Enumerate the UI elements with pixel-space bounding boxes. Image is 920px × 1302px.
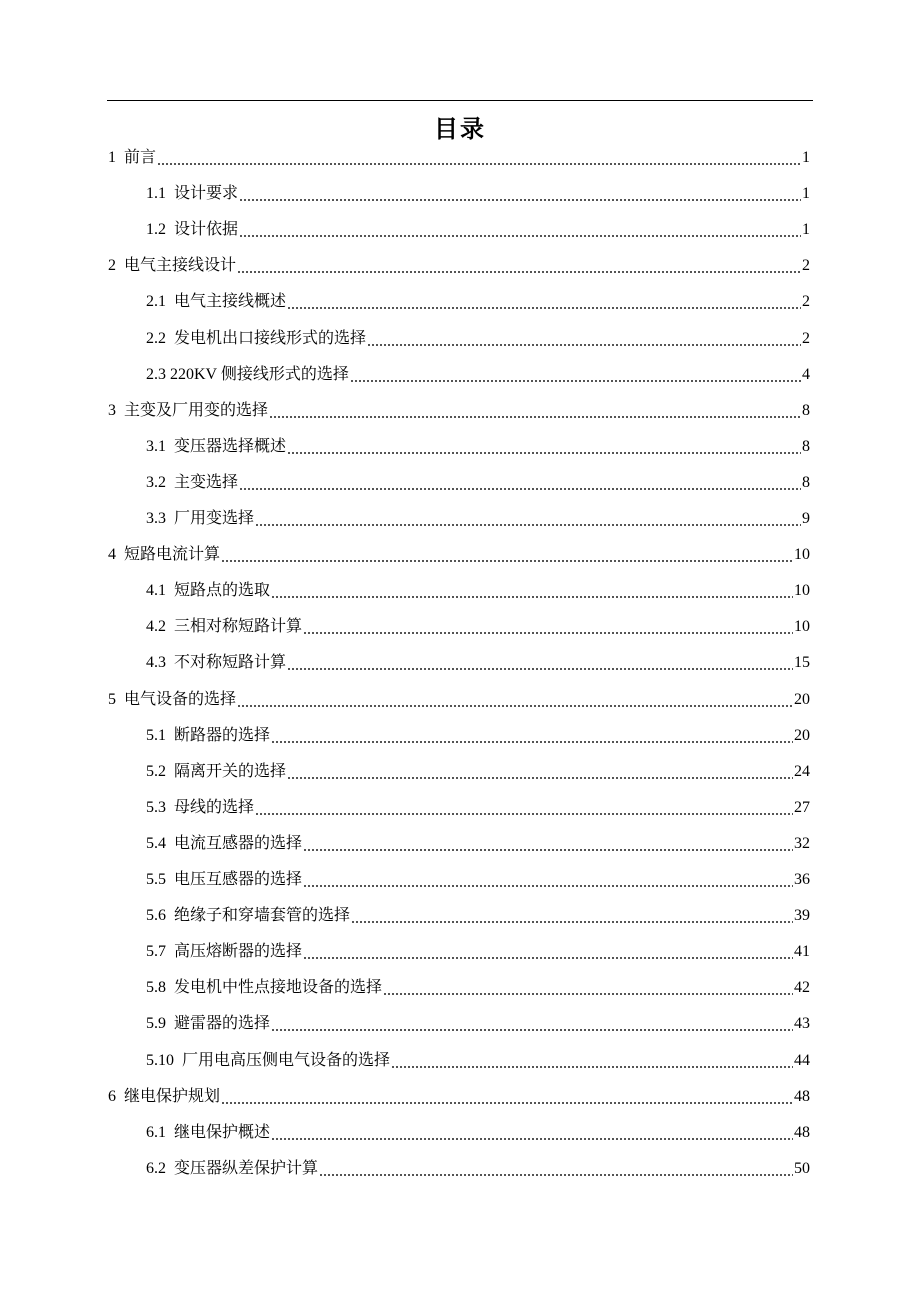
toc-entry-heading xyxy=(146,726,271,746)
toc-entry-heading xyxy=(146,184,239,204)
toc-entry-number: 4.1 xyxy=(146,582,166,600)
toc-entry-number: 1.1 xyxy=(146,185,166,203)
toc-entry-heading xyxy=(146,1123,271,1143)
toc-entry-label: 高压熔断器的选择 xyxy=(174,943,303,961)
toc-entry[interactable] xyxy=(146,862,810,898)
dot-leader xyxy=(221,1087,793,1107)
dot-leader xyxy=(303,834,793,854)
toc-entry[interactable] xyxy=(146,284,810,320)
toc-entry-number: 5.8 xyxy=(146,979,166,997)
toc-entry-label: 三相对称短路计算 xyxy=(174,618,303,636)
dot-leader xyxy=(237,256,801,276)
toc-entry[interactable] xyxy=(146,176,810,212)
toc-entry-label: 设计要求 xyxy=(174,185,239,203)
toc-entry-heading xyxy=(108,148,157,168)
dot-leader xyxy=(269,401,801,421)
toc-entry-label: 前言 xyxy=(124,149,157,166)
toc-entry[interactable] xyxy=(146,573,810,609)
toc-entry-number: 5.1 xyxy=(146,726,166,744)
toc-entry-label: 电流互感器的选择 xyxy=(174,834,303,852)
toc-entry-heading xyxy=(146,509,255,529)
dot-leader xyxy=(271,581,793,601)
toc-entry-number: 5.5 xyxy=(146,871,166,888)
toc-entry-label: 绝缘子和穿墙套管的选择 xyxy=(174,907,351,925)
toc-entry-heading xyxy=(146,437,287,457)
toc-entry-page: 8 xyxy=(802,437,810,455)
dot-leader xyxy=(271,726,793,746)
dot-leader xyxy=(271,1014,793,1034)
toc-entry-heading xyxy=(146,473,239,493)
toc-entry-number: 5 xyxy=(108,690,116,708)
toc-entry-heading xyxy=(108,545,221,565)
toc-entry-number: 1.2 xyxy=(146,221,166,239)
toc-entry-number: 6.1 xyxy=(146,1123,166,1141)
toc-entry-page: 10 xyxy=(794,546,810,564)
toc-entry-page: 50 xyxy=(794,1159,810,1177)
toc-entry[interactable] xyxy=(108,682,810,718)
toc-entry-page: 39 xyxy=(794,907,810,925)
toc-entry-number: 5.2 xyxy=(146,762,166,780)
toc-entry-label: 变压器纵差保护计算 xyxy=(174,1159,319,1177)
dot-leader xyxy=(237,690,793,710)
toc-entry-heading xyxy=(146,834,303,854)
toc-entry-page: 20 xyxy=(794,726,810,744)
dot-leader xyxy=(287,762,793,782)
toc-entry-heading xyxy=(146,1159,319,1179)
toc-entry-heading xyxy=(146,1014,271,1034)
toc-entry[interactable] xyxy=(146,429,810,465)
dot-leader xyxy=(303,942,793,962)
toc-entry-label: 电气主接线概述 xyxy=(174,293,287,311)
toc-entry-page: 8 xyxy=(802,401,810,419)
toc-entry[interactable] xyxy=(146,718,810,754)
toc-entry-page: 43 xyxy=(794,1015,810,1033)
toc-entry-heading xyxy=(146,365,350,385)
toc-entry-heading xyxy=(108,401,269,421)
toc-entry-number: 3.3 xyxy=(146,510,166,527)
toc-entry[interactable] xyxy=(108,393,810,429)
dot-leader xyxy=(351,906,793,926)
toc-entry-heading xyxy=(146,906,351,926)
toc-entry-heading xyxy=(146,581,271,601)
toc-entry-label: 电气主接线设计 xyxy=(124,257,237,275)
toc-entry-number: 5.10 xyxy=(146,1051,174,1069)
toc-entry-label: 厂用变选择 xyxy=(174,510,255,527)
toc-entry-label: 母线的选择 xyxy=(174,798,255,816)
toc-entry-number: 2 xyxy=(108,257,116,275)
toc-entry-page: 41 xyxy=(794,943,810,961)
toc-entry-label: 避雷器的选择 xyxy=(174,1015,271,1033)
dot-leader xyxy=(287,292,801,312)
toc-entry-page: 4 xyxy=(802,365,810,383)
dot-leader xyxy=(239,473,801,493)
toc-entry[interactable] xyxy=(108,537,810,573)
toc-entry[interactable] xyxy=(146,501,810,537)
toc-entry[interactable] xyxy=(146,1115,810,1151)
toc-entry-label: 主变及厂用变的选择 xyxy=(124,401,269,419)
toc-entry-heading xyxy=(108,690,237,710)
toc-entry-label: 变压器选择概述 xyxy=(174,437,287,455)
dot-leader xyxy=(383,978,793,998)
toc-entry-heading xyxy=(146,329,367,349)
toc-title: 目录 xyxy=(434,115,486,143)
toc-entry-heading xyxy=(146,292,287,312)
toc-entry-number: 3.2 xyxy=(146,473,166,491)
toc-entry-heading xyxy=(108,256,237,276)
toc-entry[interactable] xyxy=(108,248,810,284)
toc-entry-page: 2 xyxy=(802,293,810,311)
toc-entry-page: 44 xyxy=(794,1051,810,1069)
toc-entry-label: 隔离开关的选择 xyxy=(174,762,287,780)
toc-entry-number: 2.2 xyxy=(146,329,166,347)
toc-entry-page: 32 xyxy=(794,834,810,852)
dot-leader xyxy=(157,148,801,168)
toc-entry-label: 发电机出口接线形式的选择 xyxy=(174,329,367,347)
toc-entry-number: 4.2 xyxy=(146,618,166,636)
toc-entry-page: 27 xyxy=(794,798,810,816)
toc-entry-heading xyxy=(146,762,287,782)
toc-entry[interactable] xyxy=(146,645,810,681)
toc-entry[interactable] xyxy=(146,321,810,357)
toc-entry-heading xyxy=(146,220,239,240)
toc-entry-label: 设计依据 xyxy=(174,221,239,239)
toc-entry-page: 2 xyxy=(802,257,810,275)
toc-entry-page: 15 xyxy=(794,654,810,672)
toc-entry-number: 3.1 xyxy=(146,437,166,455)
toc-entry-heading xyxy=(108,1087,221,1107)
toc-entry-number: 6 xyxy=(108,1087,116,1105)
toc-entry[interactable] xyxy=(146,357,810,393)
toc-entry-page: 36 xyxy=(794,871,810,888)
toc-entry-page: 10 xyxy=(794,582,810,600)
dot-leader xyxy=(319,1159,793,1179)
toc-entry-label: 短路电流计算 xyxy=(124,546,221,564)
toc-entry-number: 5.7 xyxy=(146,943,166,961)
toc-entry[interactable] xyxy=(146,1006,810,1042)
header-rule xyxy=(107,100,813,101)
toc-entry-page: 10 xyxy=(794,618,810,636)
toc-entry[interactable] xyxy=(146,934,810,970)
toc-entry-number: 2.3 xyxy=(146,365,166,383)
dot-leader xyxy=(367,329,801,349)
toc-entry-page: 2 xyxy=(802,329,810,347)
toc-entry-page: 9 xyxy=(802,510,810,527)
toc-entry-label: 电气设备的选择 xyxy=(124,690,237,708)
dot-leader xyxy=(350,365,801,385)
toc-entry-heading xyxy=(146,870,303,890)
toc-entry-heading xyxy=(146,617,303,637)
toc-entry-label: 短路点的选取 xyxy=(174,582,271,600)
toc-entry-heading xyxy=(146,798,255,818)
toc-entry[interactable] xyxy=(146,970,810,1006)
toc-entry[interactable] xyxy=(146,754,810,790)
toc-entry-heading xyxy=(146,653,287,673)
toc-entry-page: 8 xyxy=(802,473,810,491)
toc-entry-number: 3 xyxy=(108,401,116,419)
toc-entry-heading xyxy=(146,942,303,962)
toc-entry-heading xyxy=(146,978,383,998)
toc-entry-number: 6.2 xyxy=(146,1159,166,1177)
toc-entry-page: 20 xyxy=(794,690,810,708)
toc-entry-page: 48 xyxy=(794,1087,810,1105)
toc-entry[interactable] xyxy=(108,140,810,176)
toc-entry-label: 不对称短路计算 xyxy=(174,654,287,672)
toc-entry-page: 24 xyxy=(794,762,810,780)
dot-leader xyxy=(239,220,801,240)
dot-leader xyxy=(221,545,793,565)
toc-entry-page: 48 xyxy=(794,1123,810,1141)
toc-entry[interactable] xyxy=(146,1043,810,1079)
toc-entry[interactable] xyxy=(146,1151,810,1187)
toc-entry[interactable] xyxy=(146,826,810,862)
toc-entry-number: 4 xyxy=(108,546,116,564)
toc-entry-number: 1 xyxy=(108,149,116,166)
toc-entry[interactable] xyxy=(146,465,810,501)
dot-leader xyxy=(391,1051,793,1071)
toc-entry-label: 厂用电高压侧电气设备的选择 xyxy=(182,1051,391,1069)
toc-entry-number: 2.1 xyxy=(146,293,166,311)
toc-entry[interactable] xyxy=(146,212,810,248)
toc-entry-number: 5.9 xyxy=(146,1015,166,1033)
dot-leader xyxy=(271,1123,793,1143)
toc-entry-label: 继电保护规划 xyxy=(124,1087,221,1105)
toc-entry-label: 发电机中性点接地设备的选择 xyxy=(174,979,383,997)
toc-entry-label: 220KV 侧接线形式的选择 xyxy=(170,365,349,383)
dot-leader xyxy=(303,870,793,890)
toc-entry[interactable] xyxy=(146,609,810,645)
toc-entry-number: 5.4 xyxy=(146,834,166,852)
dot-leader xyxy=(303,617,793,637)
toc-entry-page: 1 xyxy=(802,185,810,203)
dot-leader xyxy=(239,184,801,204)
toc-entry-page: 1 xyxy=(802,221,810,239)
dot-leader xyxy=(287,653,793,673)
dot-leader xyxy=(287,437,801,457)
toc-entry-label: 继电保护概述 xyxy=(174,1123,271,1141)
toc-entry-label: 电压互感器的选择 xyxy=(174,871,303,888)
dot-leader xyxy=(255,798,793,818)
toc-entry-number: 5.3 xyxy=(146,798,166,816)
toc-entry-number: 5.6 xyxy=(146,907,166,925)
toc-entry-label: 断路器的选择 xyxy=(174,726,271,744)
toc-entry-heading xyxy=(146,1051,391,1071)
toc-entry[interactable] xyxy=(146,898,810,934)
toc-entry-label: 主变选择 xyxy=(174,473,239,491)
toc-entry-page: 1 xyxy=(802,149,810,166)
toc-entry-number: 4.3 xyxy=(146,654,166,672)
toc-entry[interactable] xyxy=(146,790,810,826)
toc-entry[interactable] xyxy=(108,1079,810,1115)
toc-entry-page: 42 xyxy=(794,979,810,997)
dot-leader xyxy=(255,509,801,529)
